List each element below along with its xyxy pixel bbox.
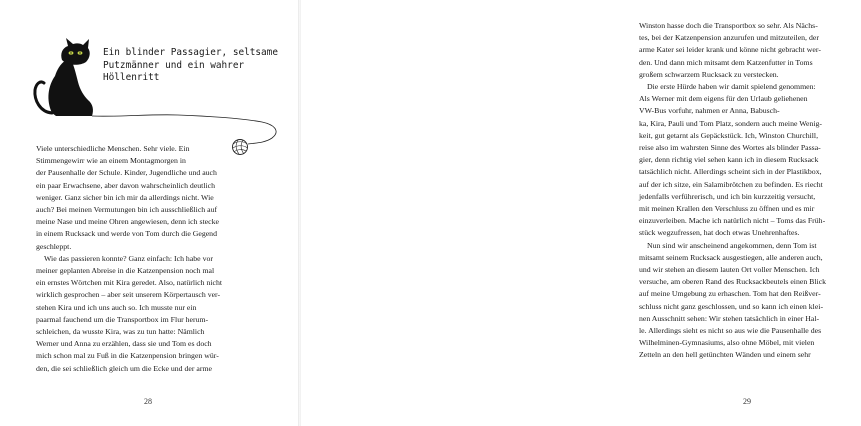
text-line: Die erste Hürde haben wir damit spielend genommen:: [647, 82, 816, 92]
text-line: auf meine Umgebung zu erhaschen. Tom hat den Reißver-: [639, 289, 821, 299]
text-line: nen Ausschnitt sehen: Wir stehen tatsächlich in einer Hal-: [639, 313, 820, 323]
text-line: reise also im wahrsten Sinne des Wortes als blinder Passa-: [639, 143, 821, 153]
text-line: schleichen, da wusste Kira, was zu tun hatte: Nämlich: [36, 327, 205, 337]
text-line: mit meinen Krallen den Verschluss zu öffnen und es mir: [639, 204, 815, 214]
text-line: meine Nase und meine Ohren angewiesen, denn ich stecke: [36, 217, 219, 227]
text-line: weniger. Ganz sicher bin ich mir da allerdings nicht. Wie: [36, 192, 214, 202]
yarn-thread: [92, 115, 276, 144]
text-line: ein paar Erwachsene, aber davon wahrscheinlich deutlich: [36, 180, 216, 190]
text-line: auf der ich sitze, ein Salamibrötchen zu befinden. Es riecht: [639, 179, 823, 189]
text-line: stehen Kira und ich uns auch so. Ich musste nur ein: [36, 302, 197, 312]
chapter-title: [103, 47, 278, 85]
page-number-left: 28: [144, 397, 152, 406]
text-line: le. Allerdings sieht es nicht so aus wie die Pausenhalle des: [639, 326, 822, 336]
text-line: tes, bei der Katzenpension anzurufen und mitzuteilen, der: [639, 33, 819, 43]
text-line: Zetteln an den hell getünchten Wänden und einem sehr: [639, 350, 811, 360]
text-line: auch? Bei meinen Vermutungen bin ich ausschließlich auf: [36, 205, 218, 215]
left-body-text: [36, 143, 258, 375]
text-line: und wir stehen an diesem lauten Ort voller Menschen. Ich: [639, 265, 820, 275]
page-number-right: 29: [743, 397, 751, 406]
text-line: ein ernstes Wörtchen mit Kira geredet. Also, natürlich nicht: [36, 278, 223, 288]
cat-head: [61, 38, 89, 65]
text-line: den. Und dann mich mitsamt dem Katzenfutter in Toms: [639, 57, 813, 67]
text-line: meiner geplanten Abreise in die Katzenpension noch mal: [36, 266, 215, 276]
text-line: schluss nicht ganz geschlossen, und so kann ich einen klei-: [639, 301, 824, 311]
text-line: Winston hasse doch die Transportbox so sehr. Als Nächs-: [639, 21, 818, 30]
chapter-title-line: Ein blinder Passagier, seltsame: [103, 47, 278, 58]
text-line: arme Kater sei leider krank und könne nicht gebracht wer-: [639, 45, 821, 55]
text-line: geschleppt.: [36, 241, 72, 251]
text-line: keit, gut getarnt als Gepäckstück. Ich, Winston Churchill,: [639, 130, 819, 140]
text-line: stück wegzufressen, hat doch etwas Unehrenhaftes.: [639, 228, 800, 238]
cat-body: [48, 60, 93, 116]
text-line: Wilhelminen-Gymnasiums, also ohne Möbel, mit vielen: [639, 338, 815, 348]
text-line: einzuverleiben. Mache ich natürlich nicht – Toms das Früh-: [639, 216, 826, 226]
text-line: großem schwarzem Rucksack zu verstecken.: [639, 69, 779, 79]
text-line: tatsächlich nicht. Allerdings scheint sich in der Plastikbox,: [639, 167, 822, 177]
text-line: versuche, am oberen Rand des Rucksackbeutels einen Blick: [639, 277, 827, 287]
text-line: Wie das passieren konnte? Ganz einfach: Ich habe vor: [44, 253, 213, 263]
chapter-title-line: Höllenritt: [103, 72, 160, 84]
text-line: gier, denn richtig viel sehen kann ich in diesem Rucksack: [639, 155, 819, 165]
text-line: wirklich gesprochen – aber seit unserem Körpertausch ver-: [36, 290, 221, 300]
text-line: VW-Bus vorfuhr, nahmen er Anna, Babusch-: [639, 106, 780, 116]
text-line: jedenfalls verführerisch, und ich bin kurzzeitig versucht,: [639, 191, 816, 201]
text-line: der Pausenhalle der Schule. Kinder, Jugendliche und auch: [36, 168, 217, 178]
text-line: in einem Rucksack und werde von Tom durch die Gegend: [36, 229, 217, 239]
right-page: [301, 0, 827, 426]
left-page: [0, 0, 299, 426]
text-line: Stimmengewirr wie an einem Montagmorgen in: [36, 156, 186, 166]
chapter-title-line: Putzmänner und ein wahrer: [103, 59, 245, 71]
text-line: Als Werner mit dem eigens für den Urlaub geliehenen: [639, 94, 808, 104]
right-body-text: [639, 20, 861, 362]
text-line: paarmal fauchend um die Transportbox im Flur herum-: [36, 314, 209, 324]
text-line: mitsamt seinem Rucksack ausgestiegen, alle anderen auch,: [639, 252, 823, 262]
text-line: Werner und Anna zu erzählen, dass sie und Tom es doch: [36, 339, 212, 349]
text-line: ka, Kira, Pauli und Tom Platz, sondern auch meine Wenig-: [639, 118, 823, 128]
text-line: den, die sei schließlich gleich um die Ecke und der arme: [36, 363, 213, 373]
text-line: Nun sind wir anscheinend angekommen, denn Tom ist: [647, 240, 817, 250]
text-line: mich schon mal zu Fuß in die Katzenpension bringen wür-: [36, 351, 219, 361]
text-line: Viele unterschiedliche Menschen. Sehr viele. Ein: [36, 144, 190, 153]
